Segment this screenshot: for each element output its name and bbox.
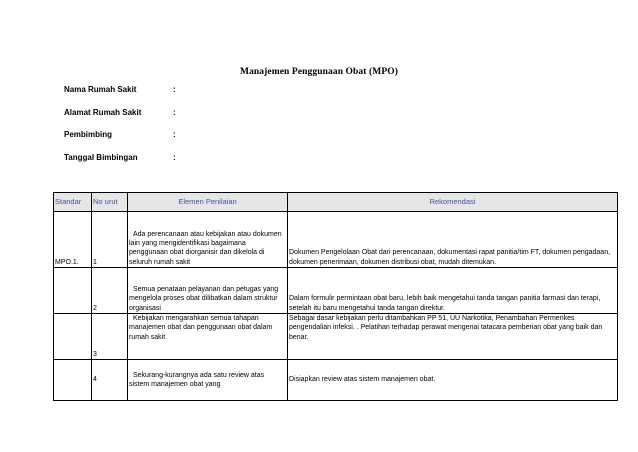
field-label: Alamat Rumah Sakit — [64, 107, 142, 117]
table-row — [54, 314, 618, 360]
field-colon: : — [173, 107, 176, 117]
document-title: Manajemen Penggunaan Obat (MPO) — [240, 67, 398, 77]
cell-elemen: Kebijakan mengarahkan semua tahapan manajemen obat dan penggunaan obat dalam rumah sakit — [128, 314, 288, 360]
field-label: Nama Rumah Sakit — [64, 85, 137, 94]
cell-rekomendasi: Disiapkan review atas sistem manajemen obat. — [288, 360, 618, 401]
table-row — [54, 268, 618, 314]
header-elemen: Elemen Penilaian — [128, 193, 288, 212]
cell-rekomendasi: Dokumen Pengelolaan Obat dari perencanaan, dokumentasi rapat panitia/tim FT, dokumen pengadaan, dokumen penerimaan, dokumen distribusi obat, mudah ditemukan. — [288, 212, 618, 268]
table-row — [54, 212, 618, 268]
cell-elemen: Semua penataan pelayanan dan petugas yang mengelola proses obat dilibatkan dalam struktur organisasi — [128, 268, 288, 314]
field-colon: : — [173, 130, 176, 139]
cell-nourut: 2 — [92, 268, 128, 314]
cell-elemen: Ada perencanaan atau kebijakan atau dokumen lain yang mengidentifikasi bagaimana penggunaan obat diorganisir dan dikelola di seluruh rumah sakit — [128, 212, 288, 268]
table-header-row — [54, 193, 618, 212]
cell-standar: MPO.1. — [54, 212, 92, 268]
header-standar: Standar — [54, 193, 92, 212]
mpo-table — [53, 192, 618, 401]
cell-rekomendasi: Dalam formulir permintaan obat baru, lebih baik mengetahui tanda tangan panitia farmasi dan terapi, setelah itu baru mengetahui tanda tangan direktur. — [288, 268, 618, 314]
field-colon: : — [173, 152, 176, 162]
field-colon: : — [173, 85, 176, 94]
cell-nourut: 3 — [92, 314, 128, 360]
header-nourut: No urut — [92, 193, 128, 212]
cell-standar — [54, 268, 92, 314]
cell-standar — [54, 360, 92, 401]
field-label: Pembimbing — [64, 130, 113, 139]
cell-standar — [54, 314, 92, 360]
header-rekomendasi: Rekomendasi — [288, 193, 618, 212]
cell-nourut: 4 — [92, 360, 128, 401]
cell-rekomendasi: Sebagai dasar kebijakan perlu ditambahkan PP 51, UU Narkotika, Penambahan Permenkes pengendalian infeksi. . Pelatihan terhadap perawat mengenai tatacara pemberian obat yang baik dan benar. — [288, 314, 618, 360]
cell-elemen: Sekurang-kurangnya ada satu review atas sistem manajemen obat yang — [128, 360, 288, 401]
table-row — [54, 360, 618, 401]
field-label: Tanggal Bimbingan — [64, 152, 138, 162]
cell-nourut: 1 — [92, 212, 128, 268]
